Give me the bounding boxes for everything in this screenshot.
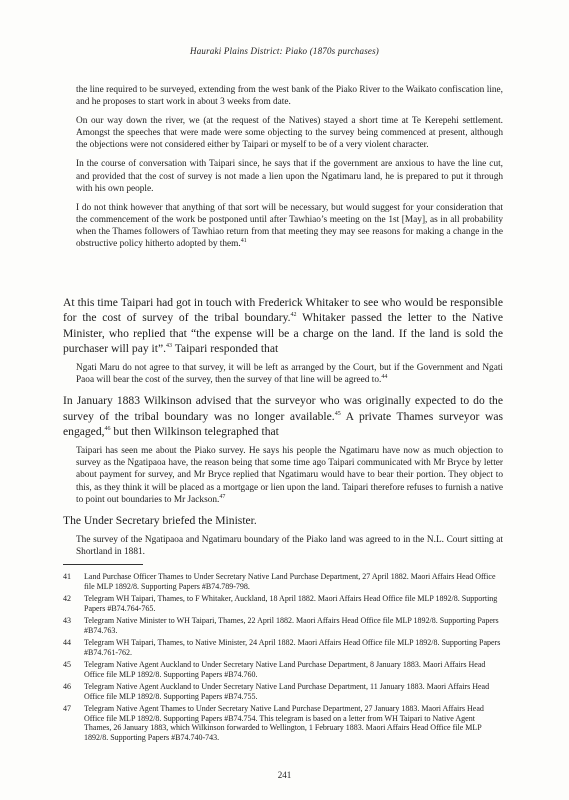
footnote bbox=[63, 616, 503, 635]
footnote-text: Telegram WH Taipari, Thames, to F Whitaker, Auckland, 18 April 1882. Maori Affairs Head Office file MLP 1892/8. Supporting Papers #B74.764-765. bbox=[84, 594, 498, 613]
quote-paragraph: I do not think however that anything of that sort will be necessary, but would suggest for your consideration that the commencement of the work be postponed until after Tawhiao’s meeting on the 1st [May], as in all probability when the Thames followers of Tawhiao return from that meeting they may see reasons for making a change in the obstructive policy hitherto adopted by them.$^{41}$ bbox=[76, 202, 503, 250]
footnote-text: Telegram Native Minister to WH Taipari, Thames, 22 April 1882. Maori Affairs Head Office file MLP 1892/8. Supporting Papers #B74.763. bbox=[84, 616, 499, 635]
page-number: 241 bbox=[277, 770, 292, 780]
running-header: Hauraki Plains District: Piako (1870s purchases) bbox=[190, 46, 379, 56]
footnote bbox=[63, 660, 503, 679]
footnote-number: 43 bbox=[63, 616, 71, 625]
footnote-ref: 42 bbox=[290, 312, 297, 319]
footnote-ref: 43 bbox=[166, 343, 173, 350]
quote-paragraph: The survey of the Ngatipaoa and Ngatimaru boundary of the Piako land was agreed to in the N.L. Court sitting at Shortland in 1881. bbox=[76, 535, 503, 558]
footnote-ref: 44 bbox=[381, 374, 388, 381]
body-section bbox=[63, 295, 503, 565]
footnote-number: 41 bbox=[63, 572, 71, 581]
body-paragraph: In January 1883 Wilkinson advised that the surveyor who was originally expected to do the survey of the tribal boundary was no longer available.$^{45}$ A private Thames surveyor was engaged,$^{46}$ but then Wilkinson telegraphed that bbox=[63, 394, 503, 438]
footnote bbox=[63, 572, 503, 591]
footnote-text: Telegram Native Agent Thames to Under Secretary Native Land Purchase Department, 27 January 1883. Maori Affairs Head Office file MLP 1892/8. Supporting Papers #B74.754. This telegram is based on a letter from WH Taipari to Native Agent Thames, 26 January 1883, which Wilkinson forwarded to Wellington, 1 February 1883. Maori Affairs Head Office file MLP 1892/8. Supporting Papers #B74.740-743. bbox=[84, 704, 484, 742]
footnote-number: 42 bbox=[63, 594, 71, 603]
footnote-number: 47 bbox=[63, 704, 71, 713]
footnote-ref: 41 bbox=[240, 237, 247, 244]
footnote bbox=[63, 594, 503, 613]
footnote bbox=[63, 638, 503, 657]
body-paragraph: At this time Taipari had got in touch with Frederick Whitaker to see who would be responsible for the cost of survey of the tribal boundary.$^{42}$ Whitaker passed the letter to the Native Minister, who replied that “the expense will be a charge on the land. If the land is sold the purchaser will pay it”.$^{43}$ Taipari responded that bbox=[63, 296, 504, 355]
quote-paragraph: On our way down the river, we (at the request of the Natives) stayed a short time at Te Kerepehi settlement. Amongst the speeches that were made were some objecting to the survey being commenced at present, although the objections were not considered either by Taipari or myself to be of a very violent character. bbox=[76, 116, 503, 151]
footnote-text: Telegram Native Agent Auckland to Under Secretary Native Land Purchase Department, 8 January 1883. Maori Affairs Head Office file MLP 1892/8. Supporting Papers #B74.760. bbox=[84, 660, 486, 679]
footnote-ref: 47 bbox=[219, 493, 226, 500]
footnote-text: Land Purchase Officer Thames to Under Secretary Native Land Purchase Department, 27 April 1882. Maori Affairs Head Office file MLP 1892/8. Supporting Papers #B74.789-798. bbox=[84, 572, 496, 591]
footnote-divider bbox=[63, 564, 143, 565]
footnote-ref: 46 bbox=[104, 426, 111, 433]
quote-paragraph: Ngati Maru do not agree to that survey, it will be left as arranged by the Court, but if the Government and Ngati Paoa will bear the cost of the survey, then the survey of that line will be agreed to.$^{44}$ bbox=[76, 363, 503, 386]
footnote bbox=[63, 682, 503, 701]
footnotes bbox=[63, 572, 503, 745]
quote-paragraph: In the course of conversation with Taipari since, he says that if the government are anxious to have the line cut, and provided that the cost of survey is not made a lien upon the Ngatimaru land, he is prepared to put it through with his own people. bbox=[76, 159, 503, 194]
quote-paragraph: Taipari has seen me about the Piako survey. He says his people the Ngatimaru have now as much objection to survey as the Ngatipaoa have, the reason being that some time ago Taipari communicated with Mr Bryce by letter about payment for survey, and Mr Bryce replied that Ngatimaru would have to bear their portion. They object to this, as they think it will be placed as a mortgage or lien upon the land. Taipari therefore refuses to furnish a native to point out boundaries to Mr Jackson.$^{47}$ bbox=[76, 446, 503, 505]
body-paragraph: The Under Secretary briefed the Minister. bbox=[63, 513, 257, 527]
footnote-text: Telegram Native Agent Auckland to Under Secretary Native Land Purchase Department, 11 January 1883. Maori Affairs Head Office file MLP 1892/8. Supporting Papers #B74.755. bbox=[84, 682, 490, 701]
footnote-ref: 45 bbox=[334, 410, 341, 417]
footnote-number: 45 bbox=[63, 660, 71, 669]
footnote bbox=[63, 704, 503, 742]
footnote-number: 46 bbox=[63, 682, 71, 691]
quote-block-1 bbox=[63, 84, 503, 257]
footnote-text: Telegram WH Taipari, Thames, to Native Minister, 24 April 1882. Maori Affairs Head Office file MLP 1892/8. Supporting Papers #B74.761-762. bbox=[84, 638, 501, 657]
footnote-number: 44 bbox=[63, 638, 71, 647]
quote-paragraph: the line required to be surveyed, extending from the west bank of the Piako River to the Waikato confiscation line, and he proposes to start work in about 3 weeks from date. bbox=[76, 85, 503, 108]
